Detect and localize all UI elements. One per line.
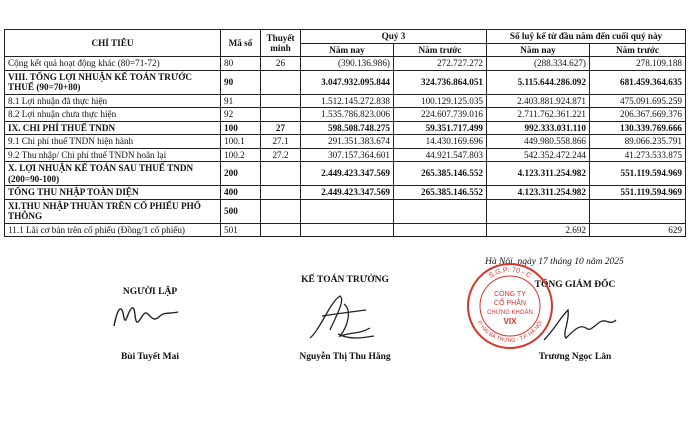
cell-q-cur: 2.449.423.347.569 xyxy=(301,186,394,200)
cell-q-cur: 1.535.786.823.006 xyxy=(301,108,394,122)
cell-q-prev: 324.736.864.051 xyxy=(394,70,487,94)
director-name: Trương Ngọc Lân xyxy=(538,352,612,362)
cell-code: 91 xyxy=(221,94,261,108)
cell-code: 90 xyxy=(221,70,261,94)
table-row xyxy=(5,162,686,186)
director-name-block xyxy=(520,352,630,362)
table-row xyxy=(5,135,686,149)
cell-code: 500 xyxy=(221,199,261,223)
svg-text:S.G.P: 70 - C xyxy=(488,267,532,280)
preparer-role: NGƯỜI LẬP xyxy=(122,287,178,297)
cell-code: 100.2 xyxy=(221,148,261,162)
cell-label: Cộng kết quả hoạt động khác (80=71-72) xyxy=(5,57,221,71)
cell-note xyxy=(261,70,301,94)
cell-note: 26 xyxy=(261,57,301,71)
cell-q-prev xyxy=(394,199,487,223)
director-signature xyxy=(540,300,620,350)
cell-label: X. LỢI NHUẬN KẾ TOÁN SAU THUẾ TNDN (200=90-100) xyxy=(5,162,221,186)
table-row xyxy=(5,199,686,223)
header-ytd-nam-nay: Năm nay xyxy=(487,43,590,57)
header-q-nam-nay: Năm nay xyxy=(301,43,394,57)
cell-q-prev: 59.351.717.499 xyxy=(394,121,487,135)
header-q-nam-truoc: Năm trước xyxy=(394,43,487,57)
cell-note xyxy=(261,223,301,237)
cell-ytd-prev: 629 xyxy=(590,223,686,237)
cell-label: 9.1 Chi phí thuế TNDN hiện hành xyxy=(5,135,221,149)
cell-ytd-prev: 89.066.235.791 xyxy=(590,135,686,149)
stamp-top-text: S.G.P: 70 - C xyxy=(487,266,533,280)
cell-q-prev: 224.607.739.016 xyxy=(394,108,487,122)
cell-code: 400 xyxy=(221,186,261,200)
cell-code: 200 xyxy=(221,162,261,186)
cell-q-cur: 307.157.364.601 xyxy=(301,148,394,162)
cell-note xyxy=(261,108,301,122)
header-ma-so: Mã số xyxy=(221,30,261,57)
table-row xyxy=(5,70,686,94)
cell-ytd-cur: 5.115.644.286.092 xyxy=(487,70,590,94)
table-row xyxy=(5,121,686,135)
cell-ytd-cur xyxy=(487,199,590,223)
stamp-line3: CHỨNG KHOÁN xyxy=(487,310,533,316)
cell-ytd-prev: 681.459.364.635 xyxy=(590,70,686,94)
cell-ytd-cur: 2.711.762.361.221 xyxy=(487,108,590,122)
cell-label: XI.THU NHẬP THUẦN TRÊN CỔ PHIẾU PHỔ THÔNG xyxy=(5,199,221,223)
stamp-bottom-text: P. HAI BÀ TRƯNG - T.P. HÀ NỘI xyxy=(475,320,545,345)
cell-code: 501 xyxy=(221,223,261,237)
cell-ytd-prev xyxy=(590,199,686,223)
cell-q-prev: 14.430.169.696 xyxy=(394,135,487,149)
table-row xyxy=(5,57,686,71)
accountant-name: Nguyễn Thị Thu Hằng xyxy=(299,352,391,362)
cell-q-cur: 291.351.383.674 xyxy=(301,135,394,149)
cell-note: 27 xyxy=(261,121,301,135)
accountant-signature xyxy=(300,290,390,345)
cell-q-cur: (390.136.986) xyxy=(301,57,394,71)
header-quy3: Quý 3 xyxy=(301,30,487,44)
financial-statement-table xyxy=(4,29,686,237)
cell-q-cur xyxy=(301,223,394,237)
table-row xyxy=(5,223,686,237)
cell-label: IX. CHI PHÍ THUẾ TNDN xyxy=(5,121,221,135)
table-body xyxy=(5,57,686,237)
cell-ytd-cur: 2.692 xyxy=(487,223,590,237)
cell-label: 8.1 Lợi nhuận đã thực hiện xyxy=(5,94,221,108)
cell-ytd-prev: 551.119.594.969 xyxy=(590,186,686,200)
cell-q-cur: 3.047.932.095.844 xyxy=(301,70,394,94)
cell-ytd-cur: 992.333.031.110 xyxy=(487,121,590,135)
table-row xyxy=(5,108,686,122)
accountant-role: KẾ TOÁN TRƯỞNG xyxy=(301,275,389,285)
preparer-signature xyxy=(108,296,208,336)
cell-ytd-cur: (288.334.627) xyxy=(487,57,590,71)
cell-ytd-cur: 4.123.311.254.982 xyxy=(487,162,590,186)
accountant-name-block xyxy=(275,352,415,362)
cell-label: TỔNG THU NHẬP TOÀN DIỆN xyxy=(5,186,221,200)
stamp-line4: VIX xyxy=(503,317,517,326)
cell-ytd-prev: 206.367.669.376 xyxy=(590,108,686,122)
cell-ytd-cur: 542.352.472.244 xyxy=(487,148,590,162)
header-luy-ke: Số luỹ kế từ đầu năm đến cuối quý này xyxy=(487,30,686,44)
cell-note xyxy=(261,199,301,223)
cell-code: 100.1 xyxy=(221,135,261,149)
cell-ytd-prev: 41.273.533.875 xyxy=(590,148,686,162)
table-row xyxy=(5,186,686,200)
cell-note xyxy=(261,94,301,108)
cell-ytd-cur: 2.403.881.924.871 xyxy=(487,94,590,108)
cell-label: 11.1 Lãi cơ bản trên cổ phiếu (Đồng/1 cổ phiếu) xyxy=(5,223,221,237)
cell-q-prev: 265.385.146.552 xyxy=(394,162,487,186)
cell-q-prev: 265.385.146.552 xyxy=(394,186,487,200)
cell-note: 27.1 xyxy=(261,135,301,149)
cell-q-cur xyxy=(301,199,394,223)
header-ytd-nam-truoc: Năm trước xyxy=(590,43,686,57)
cell-label: VIII. TỔNG LỢI NHUẬN KẾ TOÁN TRƯỚC THUẾ (90=70+80) xyxy=(5,70,221,94)
preparer-name: Bùi Tuyết Mai xyxy=(120,352,180,362)
header-chi-tieu: CHỈ TIÊU xyxy=(5,30,221,57)
stamp-line2: CỔ PHẦN xyxy=(494,300,526,307)
cell-ytd-cur: 449.980.558.866 xyxy=(487,135,590,149)
cell-label: 8.2 Lợi nhuận chưa thực hiện xyxy=(5,108,221,122)
cell-note xyxy=(261,186,301,200)
cell-q-prev xyxy=(394,223,487,237)
cell-code: 92 xyxy=(221,108,261,122)
accountant-block xyxy=(275,275,415,285)
table-row xyxy=(5,94,686,108)
cell-q-cur: 598.508.748.275 xyxy=(301,121,394,135)
cell-ytd-prev: 130.339.769.666 xyxy=(590,121,686,135)
cell-note: 27.2 xyxy=(261,148,301,162)
cell-q-prev: 272.727.272 xyxy=(394,57,487,71)
signing-date: Hà Nội, ngày 17 tháng 10 năm 2025 xyxy=(485,257,624,267)
cell-label: 9.2 Thu nhập/ Chi phí thuế TNDN hoãn lại xyxy=(5,148,221,162)
cell-ytd-cur: 4.123.311.254.982 xyxy=(487,186,590,200)
header-thuyet-minh: Thuyết minh xyxy=(261,30,301,57)
cell-note xyxy=(261,162,301,186)
cell-q-cur: 2.449.423.347.569 xyxy=(301,162,394,186)
cell-q-cur: 1.512.145.272.838 xyxy=(301,94,394,108)
cell-code: 80 xyxy=(221,57,261,71)
director-role: TỔNG GIÁM ĐỐC xyxy=(534,280,616,290)
cell-ytd-prev: 551.119.594.969 xyxy=(590,162,686,186)
cell-q-prev: 100.129.125.035 xyxy=(394,94,487,108)
stamp-line1: CÔNG TY xyxy=(494,291,526,298)
table-row xyxy=(5,148,686,162)
cell-ytd-prev: 475.091.695.259 xyxy=(590,94,686,108)
cell-q-prev: 44.921.547.803 xyxy=(394,148,487,162)
cell-code: 100 xyxy=(221,121,261,135)
cell-ytd-prev: 278.109.188 xyxy=(590,57,686,71)
preparer-name-block xyxy=(95,352,205,362)
